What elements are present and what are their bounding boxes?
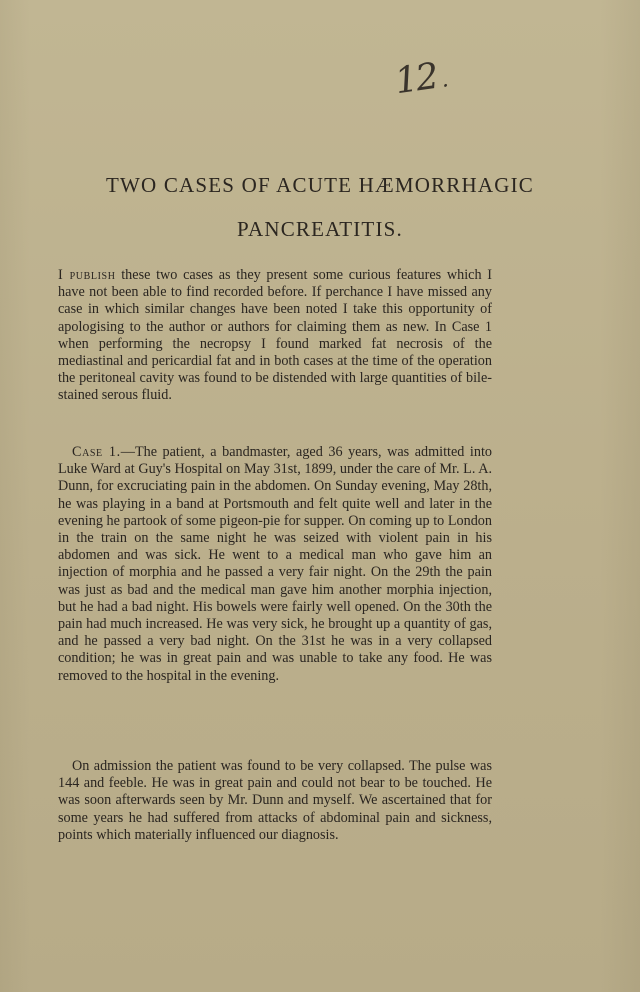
intro-lead-words: I publish (58, 267, 116, 283)
article-title-line-2: PANCREATITIS. (237, 217, 403, 241)
case-1-heading: Case 1. (72, 444, 121, 460)
intro-body-text: these two cases as they present some curious features which I have not been able to find recorded before. If perchance I have missed any case in which similar changes have been noted I take this opportunity of apologising to the author or authors for claiming them as new. In Case 1 when performing the necropsy I found marked fat necrosis of the mediastinal and pericardial fat and in both cases at the time of the operation the peritoneal cavity was found to be distended with large quantities of bile-stained serous fluid. (58, 267, 492, 404)
admission-paragraph (58, 758, 492, 844)
admission-body-text: On admission the patient was found to be very collapsed. The pulse was 144 and feeble. He was in great pain and could not bear to be touched. He was soon afterwards seen by Mr. Dunn and myself. We ascertained that for some years he had suffered from attacks of abdominal pain and sickness, points which materially influenced our diagnosis. (58, 758, 492, 843)
page-number-text: 12 (392, 55, 440, 103)
case-1-paragraph (58, 444, 492, 685)
handwritten-page-number: 12. (392, 55, 449, 103)
intro-paragraph (58, 267, 492, 405)
article-title-line-1: TWO CASES OF ACUTE HÆMORRHAGIC (105, 173, 535, 197)
case-1-body-text: —The patient, a bandmaster, aged 36 years, was admitted into Luke Ward at Guy's Hospital on May 31st, 1899, under the care of Mr. L. A. Dunn, for excruciating pain in the abdomen. On Sunday evening, May 28th, he was playing in a band at Portsmouth and felt quite well and later in the evening he partook of some pigeon-pie for supper. On coming up to London in the train on the same night he was seized with violent pain in his abdomen and was sick. He went to a medical man who gave him an injection of morphia and he passed a very fair night. On the 29th the pain was just as bad and the medical man gave him another morphia injection, but he had a bad night. His bowels were fairly well opened. On the 30th the pain had much increased. He was very sick, he brought up a quantity of gas, and he passed a very bad night. On the 31st he was in a very collapsed condition; he was in great pain and was unable to take any food. He was removed to the hospital in the evening. (58, 444, 492, 684)
